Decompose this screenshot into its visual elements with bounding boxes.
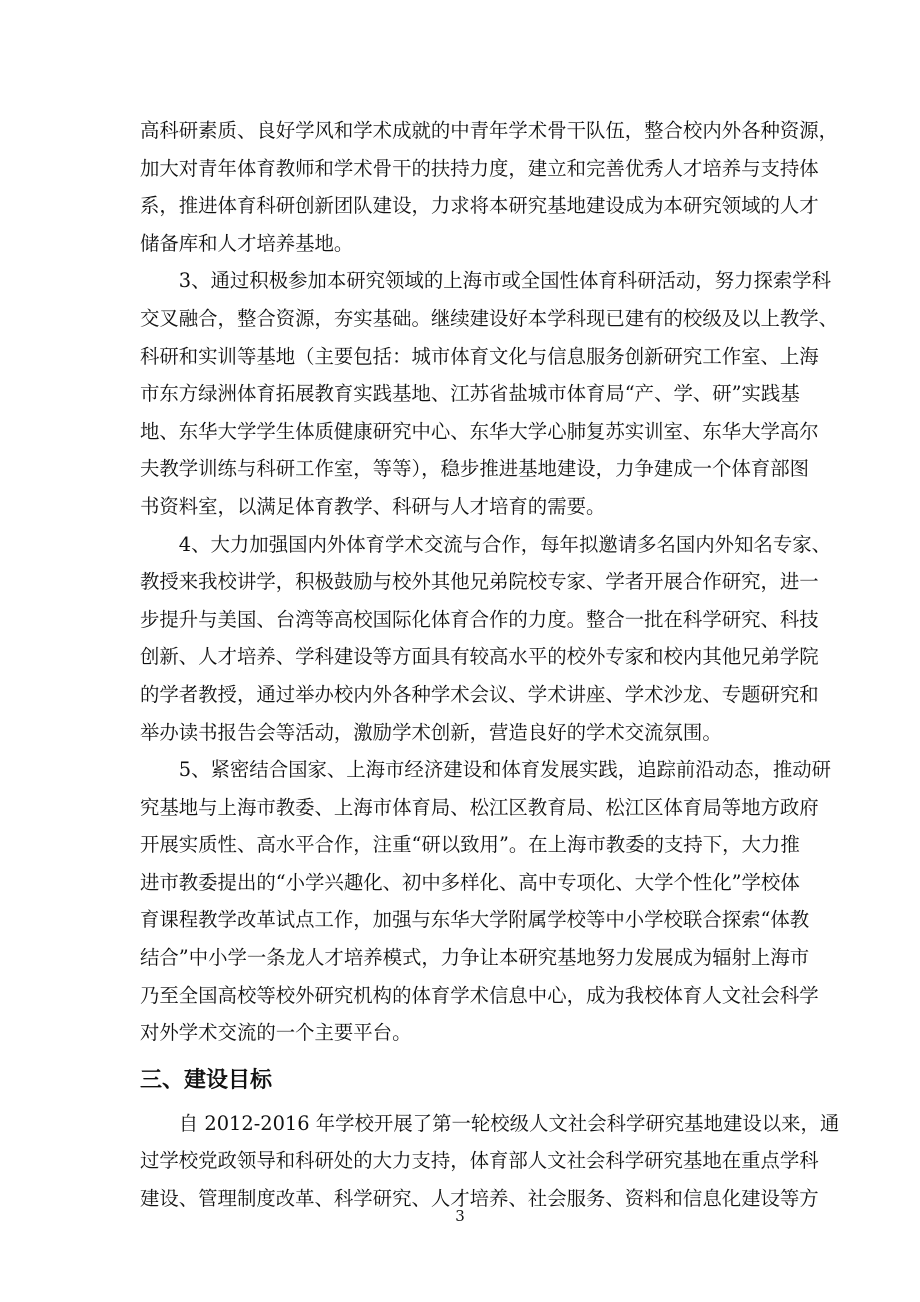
- paragraph-line: 举办读书报告会等活动，激励学术创新，营造良好的学术交流氛围。: [140, 720, 722, 744]
- paragraph-line: 科研和实训等基地（主要包括：城市体育文化与信息服务创新研究工作室、上海: [140, 344, 819, 368]
- paragraph-line: 结合”中小学一条龙人才培养模式，力争让本研究基地努力发展成为辐射上海市: [140, 946, 810, 970]
- paragraph-line: 4、大力加强国内外体育学术交流与合作，每年拟邀请多名国内外知名专家、: [178, 532, 832, 556]
- paragraph-construction-goals: [140, 1105, 840, 1218]
- paragraph-line: 育课程教学改革试点工作，加强与东华大学附属学校等中小学校联合探索“体教: [140, 908, 810, 932]
- paragraph-line: 高科研素质、良好学风和学术成就的中青年学术骨干队伍，整合校内外各种资源，: [140, 119, 839, 142]
- paragraph-item-5: [140, 751, 832, 1052]
- paragraph-line: 5、紧密结合国家、上海市经济建设和体育发展实践，追踪前沿动态，推动研: [178, 758, 832, 782]
- paragraph-line: 加大对青年体育教师和学术骨干的扶持力度，建立和完善优秀人才培养与支持体: [140, 156, 819, 180]
- document-body: [140, 112, 840, 1218]
- paragraph-item-3: [140, 262, 839, 525]
- paragraph-line: 对外学术交流的一个主要平台。: [140, 1021, 412, 1045]
- paragraph-line: 乃至全国高校等校外研究机构的体育学术信息中心，成为我校体育人文社会科学: [140, 983, 819, 1007]
- paragraph-item-4: [140, 526, 832, 752]
- paragraph-line: 步提升与美国、台湾等高校国际化体育合作的力度。整合一批在科学研究、科技: [140, 607, 819, 631]
- section-heading: 三、建设目标: [140, 1067, 273, 1093]
- paragraph-line: 创新、人才培养、学科建设等方面具有较高水平的校外专家和校内其他兄弟学院: [140, 645, 819, 669]
- paragraph-line: 开展实质性、高水平合作，注重“研以致用”。在上海市教委的支持下，大力推: [140, 833, 800, 857]
- paragraph-talent-team: [140, 112, 839, 262]
- paragraph-line: 市东方绿洲体育拓展教育实践基地、江苏省盐城市体育局“产、学、研”实践基: [140, 382, 800, 406]
- paragraph-line: 教授来我校讲学，积极鼓励与校外其他兄弟院校专家、学者开展合作研究，进一: [140, 570, 819, 594]
- paragraph-line: 书资料室，以满足体育教学、科研与人才培育的需要。: [140, 494, 606, 518]
- paragraph-line: 地、东华大学学生体质健康研究中心、东华大学心肺复苏实训室、东华大学高尔: [140, 419, 819, 443]
- paragraph-line: 进市教委提出的“小学兴趣化、初中多样化、高中专项化、大学个性化”学校体: [140, 870, 800, 894]
- paragraph-line: 3、通过积极参加本研究领域的上海市或全国性体育科研活动，努力探索学科: [178, 269, 832, 293]
- paragraph-line: 夫教学训练与科研工作室，等等），稳步推进基地建设，力争建成一个体育部图: [140, 457, 809, 481]
- paragraph-line: 的学者教授，通过举办校内外各种学术会议、学术讲座、学术沙龙、专题研究和: [140, 682, 819, 706]
- paragraph-line: 系，推进体育科研创新团队建设，力求将本研究基地建设成为本研究领域的人才: [140, 194, 819, 218]
- paragraph-line: 交叉融合，整合资源，夯实基础。继续建设好本学科现已建有的校级及以上教学、: [140, 306, 839, 330]
- page-number: 3: [455, 1207, 465, 1225]
- paragraph-line: 储备库和人才培养基地。: [140, 231, 354, 255]
- paragraph-line: 建设、管理制度改革、科学研究、人才培养、社会服务、资料和信息化建设等方: [140, 1187, 819, 1211]
- paragraph-line: 自 2012-2016 年学校开展了第一轮校级人文社会科学研究基地建设以来，通: [178, 1111, 840, 1135]
- paragraph-line: 过学校党政领导和科研处的大力支持，体育部人文社会科学研究基地在重点学科: [140, 1149, 819, 1173]
- paragraph-line: 究基地与上海市教委、上海市体育局、松江区教育局、松江区体育局等地方政府: [140, 795, 819, 819]
